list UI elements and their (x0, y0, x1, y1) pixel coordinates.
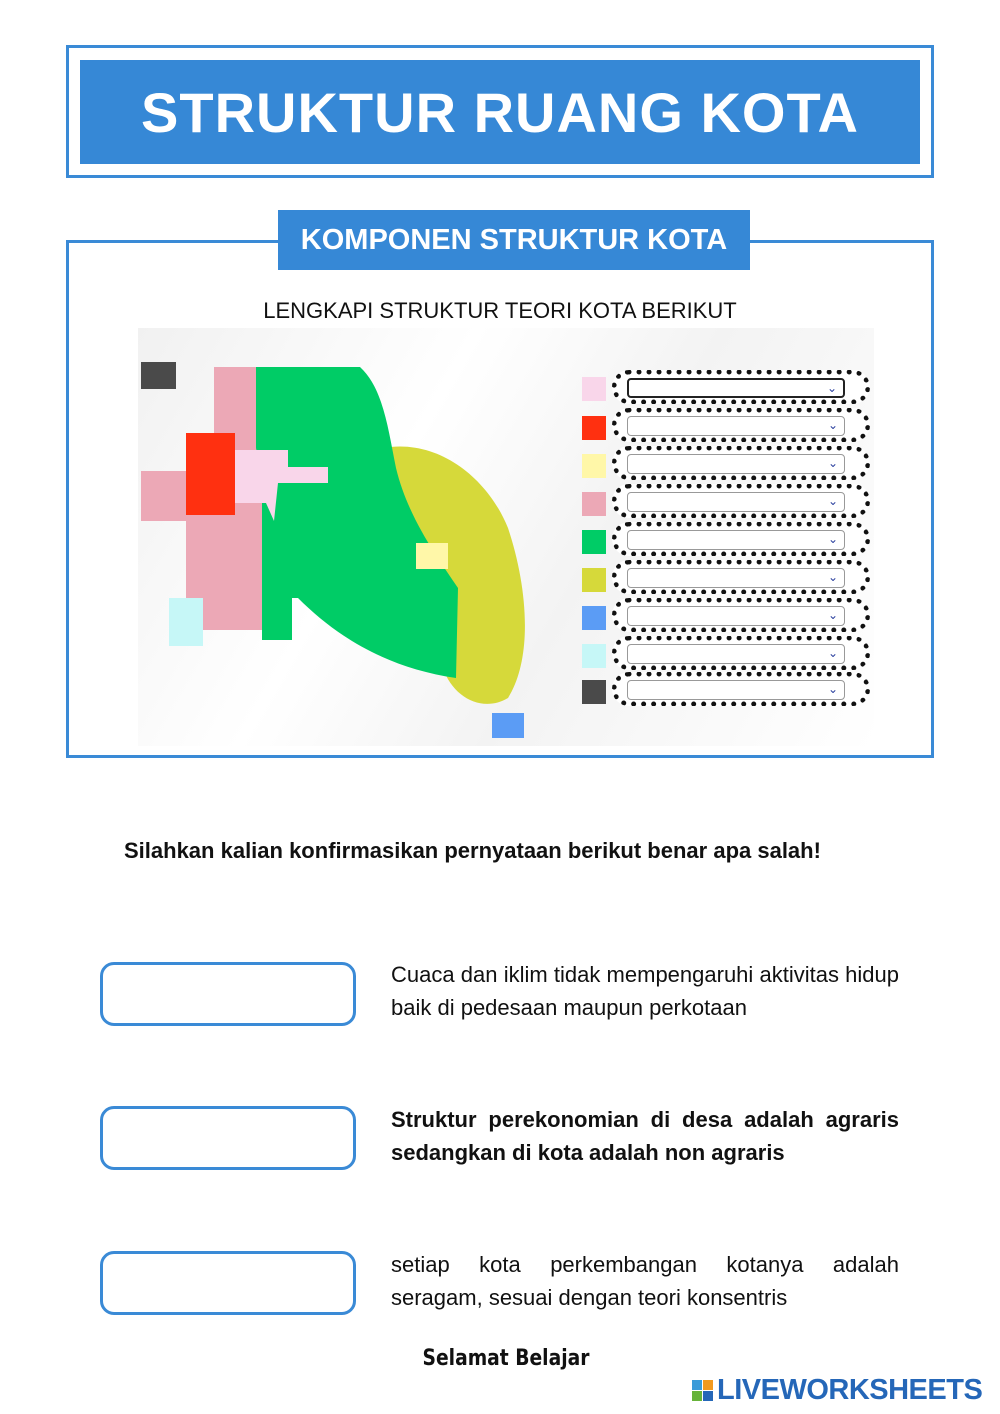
answer-dropdown-1[interactable] (627, 378, 845, 398)
chevron-down-icon: ⌄ (827, 418, 838, 432)
footer-message: Selamat Belajar (422, 1346, 590, 1371)
legend-swatch-8 (582, 644, 606, 668)
answer-box-6 (612, 560, 870, 594)
zone-pale-yellow (416, 543, 448, 569)
answer-box-2 (612, 408, 870, 442)
answer-box-5 (612, 522, 870, 556)
legend-swatch-2 (582, 416, 606, 440)
answer-dropdown-9[interactable] (627, 680, 845, 700)
zone-red (186, 433, 235, 515)
components-heading: KOMPONEN STRUKTUR KOTA (300, 223, 728, 256)
brand-name: LIVEWORKSHEETS (717, 1374, 983, 1406)
answer-box-1 (612, 370, 870, 404)
liveworksheets-icon (692, 1380, 713, 1401)
liveworksheets-logo (692, 1374, 982, 1407)
chevron-down-icon: ⌄ (826, 381, 837, 395)
answer-input-2[interactable] (100, 1106, 356, 1170)
statement-3: setiap kota perkembangan kotanya adalah seragam, sesuai dengan teori konsentris (391, 1252, 899, 1310)
zone-cyan (169, 598, 203, 646)
answer-dropdown-3[interactable] (627, 454, 845, 474)
legend-swatch-3 (582, 454, 606, 478)
answer-dropdown-6[interactable] (627, 568, 845, 588)
zone-dark-block (141, 362, 176, 389)
answer-dropdown-7[interactable] (627, 606, 845, 626)
legend-swatch-1 (582, 377, 606, 401)
chevron-down-icon: ⌄ (827, 456, 838, 470)
chevron-down-icon: ⌄ (827, 646, 838, 660)
answer-box-8 (612, 636, 870, 670)
answer-box-3 (612, 446, 870, 480)
legend-swatch-9 (582, 680, 606, 704)
legend-swatch-7 (582, 606, 606, 630)
answer-dropdown-5[interactable] (627, 530, 845, 550)
legend-swatch-4 (582, 492, 606, 516)
page-title: STRUKTUR RUANG KOTA (141, 80, 859, 144)
zone-blue (492, 713, 524, 738)
answer-input-3[interactable] (100, 1251, 356, 1315)
chevron-down-icon: ⌄ (827, 608, 838, 622)
answer-dropdown-4[interactable] (627, 492, 845, 512)
answer-input-1[interactable] (100, 962, 356, 1026)
answer-box-9 (612, 672, 870, 706)
legend-swatch-6 (582, 568, 606, 592)
quiz-question: Silahkan kalian konfirmasikan pernyataan berikut benar apa salah! (124, 838, 821, 863)
statement-2: Struktur perekonomian di desa adalah agraris sedangkan di kota adalah non agraris (391, 1107, 899, 1165)
legend-swatch-5 (582, 530, 606, 554)
components-instruction: LENGKAPI STRUKTUR TEORI KOTA BERIKUT (263, 298, 737, 323)
statement-1: Cuaca dan iklim tidak mempengaruhi aktivitas hidup baik di pedesaan maupun perkotaan (391, 962, 899, 1020)
chevron-down-icon: ⌄ (827, 494, 838, 508)
chevron-down-icon: ⌄ (827, 682, 838, 696)
title-banner (80, 60, 920, 164)
answer-dropdown-2[interactable] (627, 416, 845, 436)
zone-pink-left (141, 471, 189, 521)
city-structure-diagram (138, 328, 874, 746)
chevron-down-icon: ⌄ (827, 570, 838, 584)
answer-dropdown-8[interactable] (627, 644, 845, 664)
components-tab (278, 210, 750, 270)
answer-box-7 (612, 598, 870, 632)
answer-box-4 (612, 484, 870, 518)
chevron-down-icon: ⌄ (827, 532, 838, 546)
